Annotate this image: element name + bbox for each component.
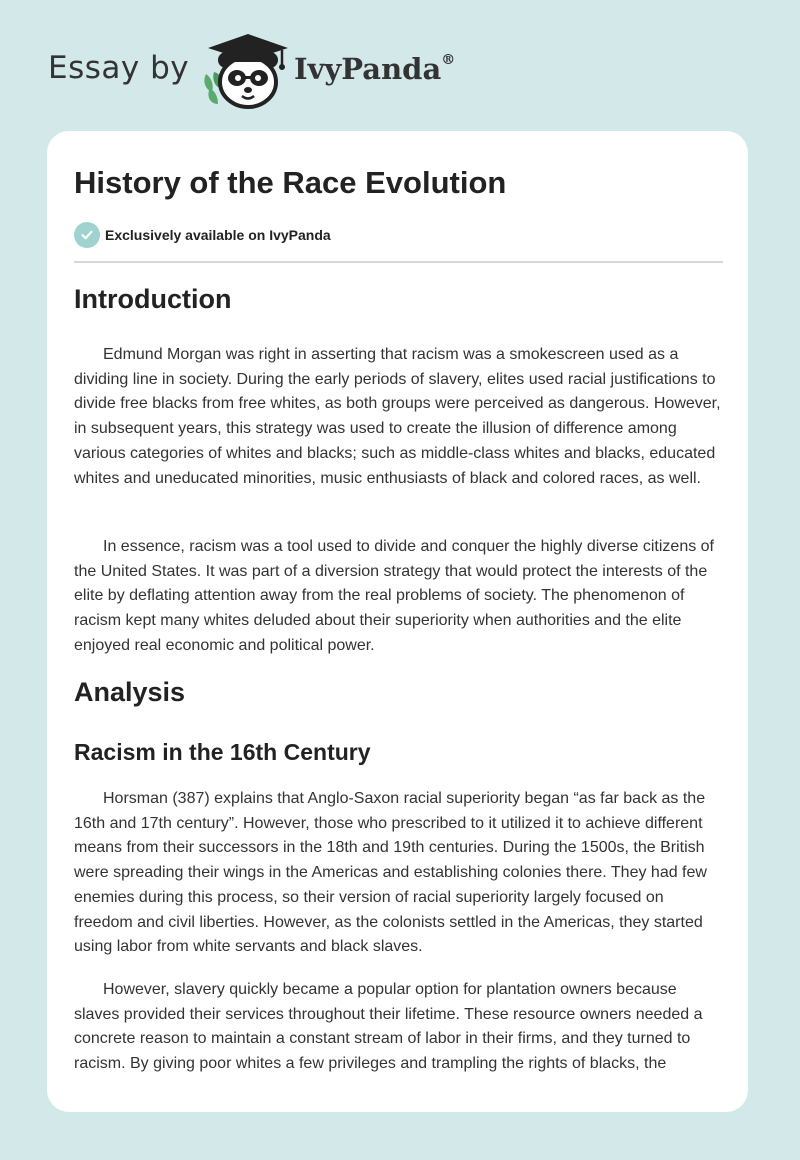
racism-16th-century-heading: Racism in the 16th Century bbox=[74, 739, 371, 765]
analysis-paragraph-1: Horsman (387) explains that Anglo-Saxon racial superiority began “as far back as the 16th and 17th century”. However, those who prescribed to it utilized it to achieve different means from their successors in the 18th and 19th centuries. During the 1500s, the British were spreading their wings in the Americas and establishing colonies there. They had few enemies during this process, so their version of racial superiority largely focused on freedom and civil liberties. However, as the colonists settled in the Americas, they started using labor from white servants and black slaves. bbox=[74, 790, 707, 956]
registered-mark: ® bbox=[441, 52, 456, 69]
page-title: History of the Race Evolution bbox=[74, 165, 507, 200]
divider bbox=[74, 261, 723, 263]
analysis-heading: Analysis bbox=[74, 677, 186, 707]
intro-paragraph-2: In essence, racism was a tool used to divide and conquer the highly diverse citizens of the United States. It was part of a diversion strategy that would protect the interests of the elite by deflating attention away from the real problems of society. The phenomenon of racism kept many whites deluded about their superiority when authorities and the elite enjoyed real economic and political power. bbox=[74, 538, 714, 654]
intro-paragraph-1: Edmund Morgan was right in asserting that racism was a smokescreen used as a dividing line in society. During the early periods of slavery, elites used racial justifications to divide free blacks from free whites, as both groups were perceived as dangerous. However, in subsequent years, this strategy was used to create the illusion of difference among various categories of whites and blacks; such as middle-class whites and blacks, educated whites and uneducated minorities, music enthusiasts of black and colored races, as well. bbox=[74, 346, 721, 487]
exclusive-label: Exclusively available on IvyPanda bbox=[105, 227, 331, 243]
introduction-heading: Introduction bbox=[74, 284, 232, 314]
check-icon bbox=[74, 222, 100, 248]
panda-logo-icon[interactable] bbox=[200, 30, 294, 112]
exclusive-badge bbox=[74, 222, 331, 248]
essay-by-label: Essay by bbox=[48, 50, 190, 86]
site-header bbox=[48, 30, 548, 110]
essay-card bbox=[47, 131, 748, 1112]
brand-name[interactable]: IvyPanda® bbox=[294, 52, 456, 86]
analysis-paragraph-2: However, slavery quickly became a popular option for plantation owners because slaves provided their services throughout their lifetime. These resource owners needed a concrete reason to maintain a constant stream of labor in their firms, and they turned to racism. By giving poor whites a few privileges and trampling the rights of blacks, the bbox=[74, 981, 703, 1073]
